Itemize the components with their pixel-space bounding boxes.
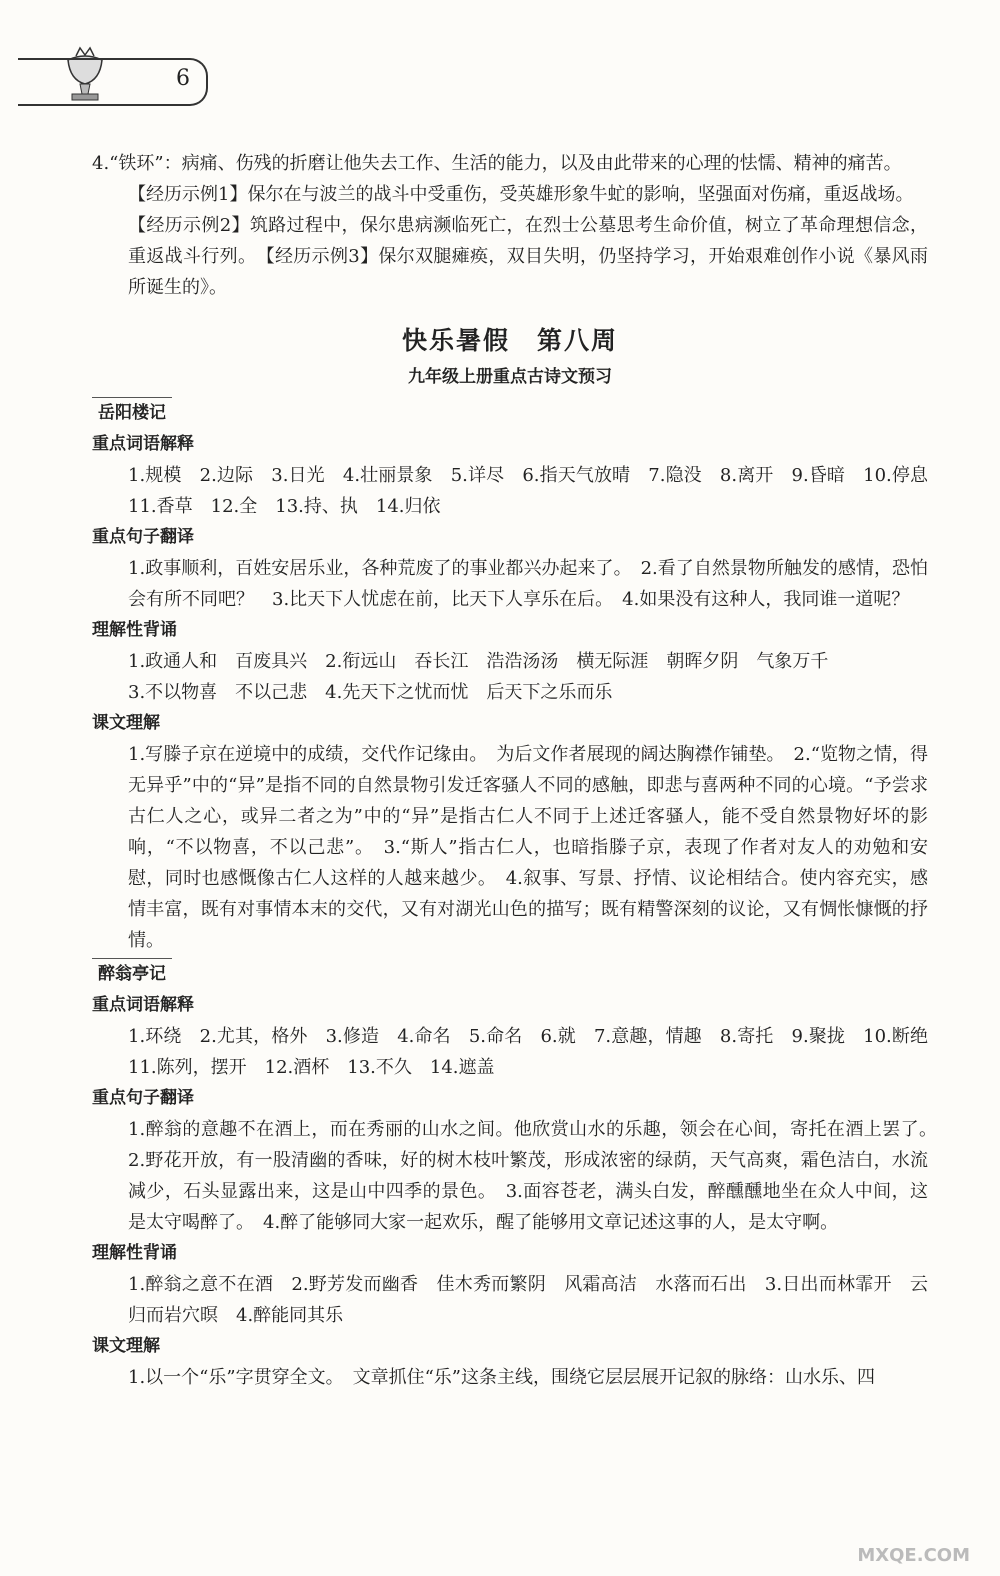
section-zuiwengting: 醉翁亭记 <box>92 958 172 990</box>
s1-translation-heading: 重点句子翻译 <box>92 527 194 547</box>
page-content <box>92 148 946 1393</box>
s1-vocab-text: 1.规模 2.边际 3.日光 4.壮丽景象 5.详尽 6.指天气放晴 7.隐没 8.离开 9.昏暗 10.停息 11.香草 12.全 13.持、执 14.归依 <box>128 465 946 517</box>
s1-translation-text: 1.政事顺利，百姓安居乐业，各种荒废了的事业都兴办起来了。 2.看了自然景物所触发的感情，恐怕会有所不同吧？ 3.比天下人忧虑在前，比天下人享乐在后。 4.如果没有这种人，我同谁一道呢？ <box>128 558 928 610</box>
section-yueyanglou: 岳阳楼记 <box>92 397 172 429</box>
s2-translation-heading: 重点句子翻译 <box>92 1088 194 1108</box>
s2-recitation-text: 1.醉翁之意不在酒 2.野芳发而幽香 佳木秀而繁阴 风霜高洁 水落而石出 3.日出而林霏开 云归而岩穴暝 4.醉能同其乐 <box>128 1274 928 1326</box>
intro-paragraph-3: 【经历示例2】筑路过程中，保尔患病濒临死亡，在烈士公墓思考生命价值，树立了革命理想信念，重返战斗行列。 【经历示例3】保尔双腿瘫痪，双目失明，仍坚持学习，开始艰难创作小说《暴风雨所诞生的》。 <box>128 215 928 298</box>
s1-understanding-text: 1.写滕子京在逆境中的成绩，交代作记缘由。 为后文作者展现的阔达胸襟作铺垫。 2.“览物之情，得无异乎”中的“异”是指不同的自然景物引发迁客骚人不同的感触，即悲与喜两种不同的心境。“予尝求古仁人之心，或异二者之为”中的“异”是指古仁人不同于上述迁客骚人，能不受自然景物好坏的影响，“不以物喜，不以己悲”。 3.“斯人”指古仁人，也暗指滕子京，表现了作者对友人的劝勉和安慰，同时也感慨像古仁人这样的人越来越少。 4.叙事、写景、抒情、议论相结合。使内容充实，感情丰富，既有对事情本末的交代，又有对湖光山色的描写；既有精警深刻的议论，又有惆怅慷慨的抒情。 <box>128 744 928 951</box>
page-header <box>18 58 208 106</box>
s2-understanding-text: 1.以一个“乐”字贯穿全文。 文章抓住“乐”这条主线，围绕它层层展开记叙的脉络：山水乐、四 <box>128 1367 875 1388</box>
page-number: 6 <box>176 66 190 91</box>
s2-translation-text: 1.醉翁的意趣不在酒上，而在秀丽的山水之间。他欣赏山水的乐趣，领会在心间，寄托在酒上罢了。 2.野花开放，有一股清幽的香味，好的树木枝叶繁茂，形成浓密的绿荫，天气高爽，霜色洁白，水流减少，石头显露出来，这是山中四季的景色。 3.面容苍老，满头白发，醉醺醺地坐在众人中间，这是太守喝醉了。 4.醉了能够同大家一起欢乐，醒了能够用文章记述这事的人，是太守啊。 <box>128 1119 946 1233</box>
s1-understanding-heading: 课文理解 <box>92 713 160 733</box>
s2-vocab-text: 1.环绕 2.尤其，格外 3.修造 4.命名 5.命名 6.就 7.意趣，情趣 8.寄托 9.聚拢 10.断绝 11.陈列，摆开 12.酒杯 13.不久 14.遮盖 <box>128 1026 946 1078</box>
s1-recitation-heading: 理解性背诵 <box>92 620 177 640</box>
intro-paragraph-1: 4.“铁环”：病痛、伤残的折磨让他失去工作、生活的能力，以及由此带来的心理的怯懦、精神的痛苦。 <box>92 153 902 174</box>
s2-recitation-heading: 理解性背诵 <box>92 1243 177 1263</box>
watermark: MXQE.COM <box>857 1545 970 1566</box>
s2-understanding-heading: 课文理解 <box>92 1336 160 1356</box>
week-title: 快乐暑假 第八周 <box>401 326 618 355</box>
s1-vocab-heading: 重点词语解释 <box>92 434 194 454</box>
s2-vocab-heading: 重点词语解释 <box>92 995 194 1015</box>
s1-recitation-text-2: 3.不以物喜 不以己悲 4.先天下之忧而忧 后天下之乐而乐 <box>128 682 613 703</box>
intro-paragraph-2: 【经历示例1】保尔在与波兰的战斗中受重伤，受英雄形象牛虻的影响，坚强面对伤痛，重返战场。 <box>128 184 914 205</box>
preview-subtitle: 九年级上册重点古诗文预习 <box>408 367 612 387</box>
s1-recitation-text-1: 1.政通人和 百废具兴 2.衔远山 吞长江 浩浩汤汤 横无际涯 朝晖夕阴 气象万千 <box>128 651 829 672</box>
